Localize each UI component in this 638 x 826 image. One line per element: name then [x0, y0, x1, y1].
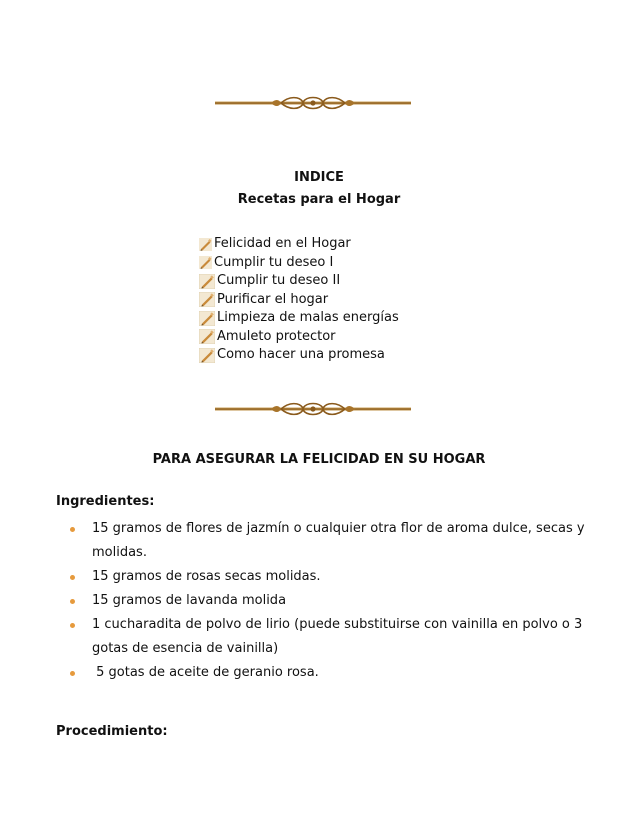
index-item-label: Como hacer una promesa — [217, 347, 385, 362]
ornamental-divider-icon — [215, 94, 411, 112]
index-item[interactable] — [199, 235, 399, 254]
index-item-label: Felicidad en el Hogar — [214, 236, 351, 251]
pencil-icon — [199, 329, 215, 344]
section-title: PARA ASEGURAR LA FELICIDAD EN SU HOGAR — [152, 452, 486, 467]
pencil-icon — [199, 256, 212, 269]
bullet-icon — [70, 575, 75, 580]
ingredient-item — [70, 589, 590, 613]
pencil-icon — [199, 311, 215, 326]
ingredient-text: 15 gramos de rosas secas molidas. — [92, 569, 321, 584]
ingredient-item — [70, 613, 590, 661]
index-subtitle: Recetas para el Hogar — [237, 192, 401, 207]
index-list — [199, 235, 399, 365]
index-item[interactable] — [199, 309, 399, 328]
index-item[interactable] — [199, 328, 399, 347]
pencil-icon — [199, 348, 215, 363]
index-title: INDICE — [294, 170, 344, 185]
index-item-label: Amuleto protector — [217, 328, 336, 344]
ornamental-divider-icon — [215, 400, 411, 418]
bullet-icon — [70, 623, 75, 628]
ingredient-text: 15 gramos de lavanda molida — [92, 593, 287, 608]
pencil-icon — [199, 238, 212, 251]
index-item-label: Limpieza de malas energías — [217, 310, 399, 325]
bullet-icon — [70, 671, 75, 676]
ingredient-text: 15 gramos de flores de jazmín o cualquier otra flor de aroma dulce, secas y molidas. — [92, 521, 585, 560]
ingredient-item — [70, 565, 590, 589]
procedure-heading: Procedimiento: — [56, 724, 168, 739]
ingredient-item — [70, 517, 590, 565]
index-item[interactable] — [199, 272, 399, 291]
bullet-icon — [70, 527, 75, 532]
ingredient-text: 5 gotas de aceite de geranio rosa. — [92, 665, 319, 680]
ingredients-list — [70, 517, 590, 685]
index-item[interactable] — [199, 346, 399, 365]
ingredient-item — [70, 661, 590, 685]
index-item-label: Cumplir tu deseo II — [217, 273, 341, 288]
index-item-label: Cumplir tu deseo I — [214, 254, 334, 270]
bullet-icon — [70, 599, 75, 604]
pencil-icon — [199, 292, 215, 307]
pencil-icon — [199, 274, 215, 289]
index-item-label: Purificar el hogar — [217, 291, 329, 307]
ingredient-text: 1 cucharadita de polvo de lirio (puede substituirse con vainilla en polvo o 3 gotas de esencia de vainilla) — [92, 617, 583, 656]
index-item[interactable] — [199, 254, 399, 273]
ingredients-heading: Ingredientes: — [56, 494, 155, 509]
index-item[interactable] — [199, 291, 399, 310]
